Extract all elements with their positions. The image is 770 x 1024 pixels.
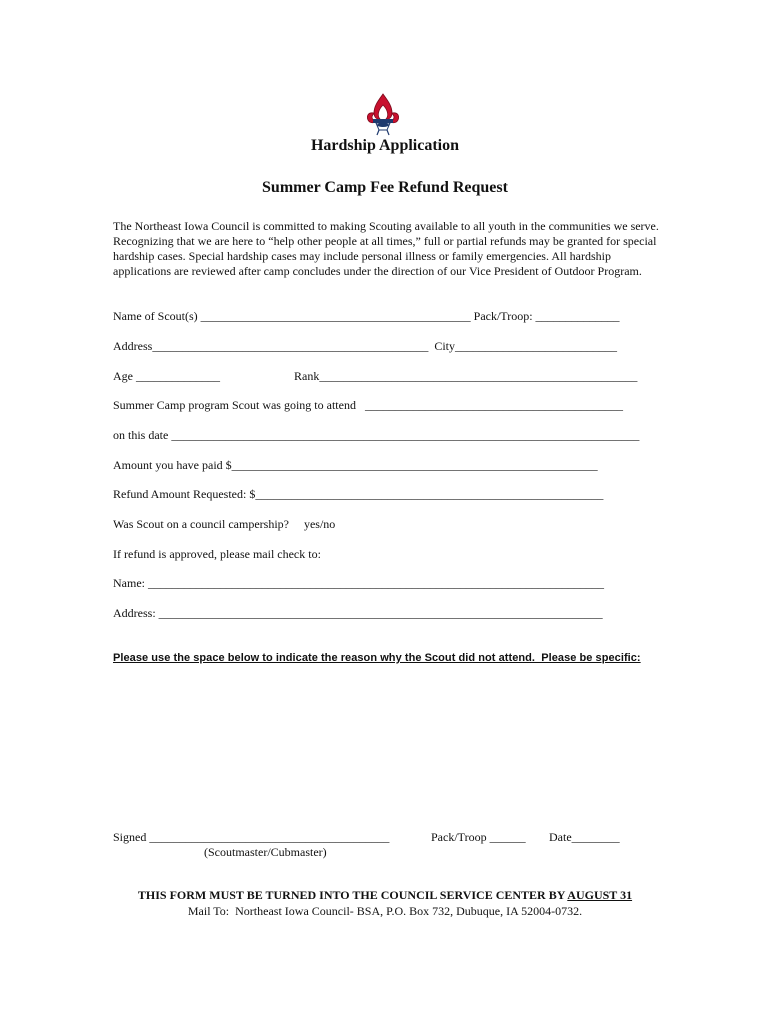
signer-role-label: (Scoutmaster/Cubmaster) [204, 845, 327, 859]
intro-paragraph: The Northeast Iowa Council is committed to making Scouting available to all youth in the communities we serve. Recognizing that we are here to “help other people at all times,” full or partial refunds may be granted for special hardship cases. Special hardship cases may include personal illness or family emergencies. All hardship applications are reviewed after camp concludes under the direction of our Vice President of Outdoor Program. [113, 219, 659, 278]
signature-field[interactable]: Signed ________________________________________ [113, 830, 390, 844]
mail-to-address: Mail To: Northeast Iowa Council- BSA, P.O. Box 732, Dubuque, IA 52004-0732. [187, 904, 583, 918]
address-city-field[interactable]: Address______________________________________________ City___________________________ [113, 339, 617, 353]
mail-address-field[interactable]: Address: __________________________________________________________________________ [113, 606, 603, 620]
page-title: Hardship Application [310, 137, 460, 154]
amount-paid-field[interactable]: Amount you have paid $_____________________________________________________________ [113, 458, 598, 472]
reason-instructions: Please use the space below to indicate the reason why the Scout did not attend. Please be specific: [113, 652, 641, 664]
signature-date-field[interactable]: Date________ [549, 830, 620, 844]
signature-pack-troop-field[interactable]: Pack/Troop ______ [431, 830, 526, 844]
rank-field[interactable]: Rank_____________________________________________________ [294, 369, 638, 383]
deadline-prefix: THIS FORM MUST BE TURNED INTO THE COUNCIL SERVICE CENTER BY [137, 888, 568, 902]
age-field[interactable]: Age ______________ [113, 369, 220, 383]
page-subtitle: Summer Camp Fee Refund Request [262, 179, 508, 196]
deadline-date: AUGUST 31 [567, 888, 633, 902]
campership-question[interactable]: Was Scout on a council campership? yes/no [113, 517, 336, 531]
mail-check-label: If refund is approved, please mail check to: [113, 547, 321, 561]
date-field[interactable]: on this date ______________________________________________________________________________ [113, 428, 640, 442]
mail-name-field[interactable]: Name: ____________________________________________________________________________ [113, 576, 604, 590]
camp-program-field[interactable]: Summer Camp program Scout was going to attend ___________________________________________ [113, 398, 623, 412]
refund-amount-field[interactable]: Refund Amount Requested: $__________________________________________________________ [113, 487, 604, 501]
deadline-notice [0, 888, 770, 903]
scout-name-field[interactable]: Name of Scout(s) _____________________________________________ Pack/Troop: ______________ [113, 309, 620, 323]
bsa-fleur-de-lis-logo [365, 92, 401, 136]
